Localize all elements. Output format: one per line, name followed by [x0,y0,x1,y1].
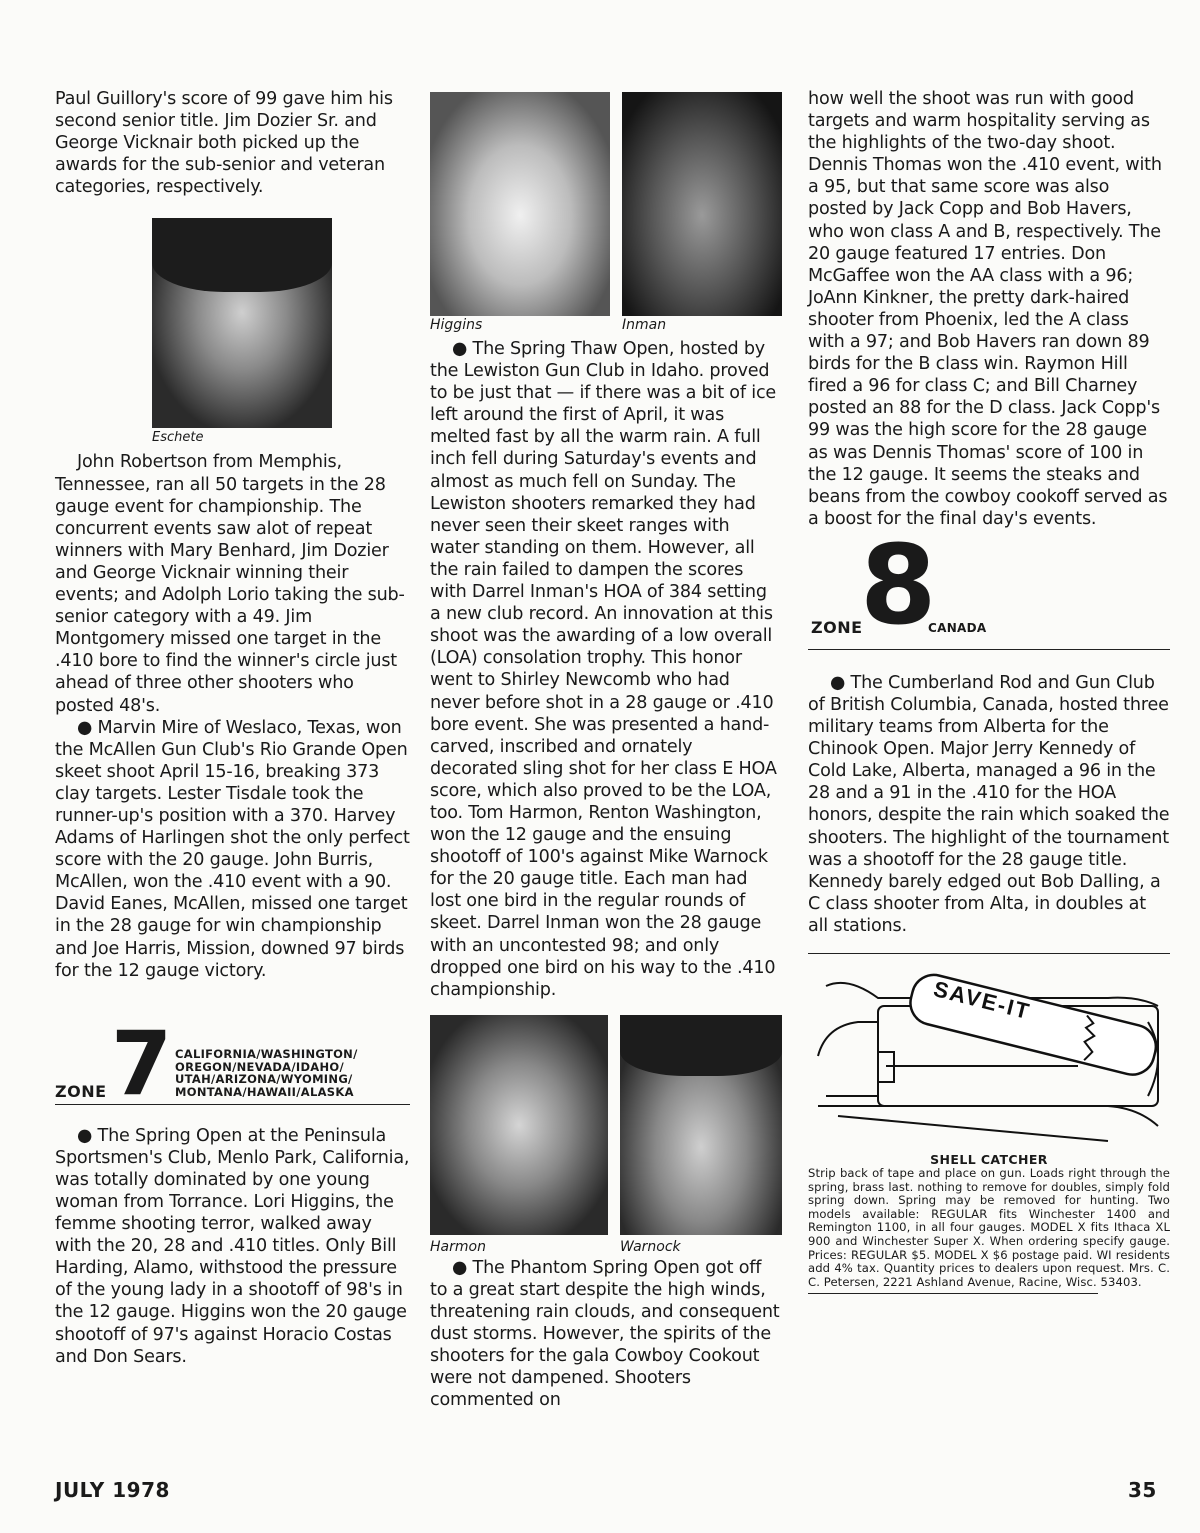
save-it-label: SAVE-IT [931,976,1034,1025]
paragraph: John Robertson from Memphis, Tennessee, ran all 50 targets in the 28 gauge event for championship. The concurrent events saw alot of repeat winners with Mary Benhard, Jim Dozier and George Vicknair winning their events; and Adolph Lorio taking the sub-senior category with a 49. Jim Montgomery missed one target in the .410 bore to find the winner's circle just ahead of three other shooters who posted 48's. [55,452,405,716]
paragraph: Paul Guillory's score of 99 gave him his second senior title. Jim Dozier Sr. and George Vicknair both picked up the awards for the sub-senior and veteran categories, respectively. [55,89,393,198]
zone-states: CALIFORNIA/WASHINGTON/ OREGON/NEVADA/IDAHO/ UTAH/ARIZONA/WYOMING/ MONTANA/HAWAII/ALASKA [175,1046,358,1100]
photo-caption: Warnock [620,1238,681,1255]
shell-catcher-illustration [808,966,1170,1146]
paragraph: ● The Spring Thaw Open, hosted by the Lewiston Gun Club in Idaho. proved to be just that — if there was a bit of ice left around the first of April, it was melted fast by all the warm rain. A full inch fell during Saturday's events and almost as much fell on Sunday. The Lewiston shooters remarked they had never seen their skeet ranges with water standing on them. However, all the rain failed to dampen the scores with Darrel Inman's HOA of 384 setting a new club record. An innovation at this shoot was the awarding of a low overall (LOA) consolation trophy. This honor went to Shirley Newcomb who had never before shot in a 28 gauge or .410 bore event. She was presented a hand-carved, inscribed and ornately decorated sling shot for her class E HOA score, which also proved to be the LOA, too. Tom Harmon, Renton Washington, won the 12 gauge and the ensuing shootoff of 100's against Mike Warnock for the 20 gauge title. Each man had lost one bird in the regular rounds of skeet. Darrel Inman won the 28 gauge with an uncontested 98; and only dropped one bird on his way to the .410 championship. [430,339,777,1000]
photo-warnock [620,1015,782,1235]
divider [808,953,1170,954]
photo-inman [622,92,782,316]
photo-eschete [152,218,332,428]
paragraph: how well the shoot was run with good targets and warm hospitality serving as the highlights of the two-day shoot. Dennis Thomas won the .410 event, with a 95, but that same score was also posted by Jack Copp and Bob Havers, who won class A and B, respectively. The 20 gauge featured 17 entries. Don McGaffee won the AA class with a 96; JoAnn Kinkner, the pretty dark-haired shooter from Phoenix, led the A class with a 97; and Bob Havers ran down 89 birds for the B class win. Raymon Hill fired a 96 for class C; and Bill Charney posted an 88 for the D class. Jack Copp's 99 was the high score for the 28 gauge as was Dennis Thomas' score of 100 in the 12 gauge. It seems the steaks and beans from the cowboy cookoff served as a boost for the final day's events. [808,89,1168,529]
column-2 [430,88,782,1411]
photo-caption: Higgins [430,317,483,333]
paragraph: ● The Phantom Spring Open got off to a great start despite the high winds, threatening rain clouds, and consequent dust storms. However, the spirits of the shooters for the gala Cowboy Cookout were not dampened. Shooters commented on [430,1257,780,1411]
column-3 [808,88,1170,1294]
photo-row-top [430,88,782,338]
photo-caption: Harmon [430,1238,486,1255]
photo-caption: Inman [622,317,667,333]
zone-number: 8 [860,520,937,649]
divider [808,1293,1098,1294]
photo-row-bottom [430,1015,782,1257]
footer-issue-date: JULY 1978 [55,1478,170,1502]
zone-label: ZONE [811,617,863,637]
column-1 [55,88,410,1368]
page-number: 35 [1128,1478,1157,1502]
zone-7-header [55,1011,410,1115]
photo-higgins [430,92,610,316]
zone-region: CANADA [928,620,987,635]
paragraph: ● The Cumberland Rod and Gun Club of British Columbia, Canada, hosted three military teams from Alberta for the Chinook Open. Major Jerry Kennedy of Cold Lake, Alberta, managed a 96 in the 28 and a 91 in the .410 for the HOA honors, despite the rain which soaked the shooters. The highlight of the tournament was a shootoff for the 28 gauge title. Kennedy barely edged out Bob Dalling, a C class shooter from Alta, in doubles at all stations. [808,672,1170,936]
paragraph: ● The Spring Open at the Peninsula Sportsmen's Club, Menlo Park, California, was totally dominated by one young woman from Torrance. Lori Higgins, the femme shooting terror, walked away with the 20, 28 and .410 titles. Only Bill Harding, Alamo, withstood the pressure of the young lady in a shootoff of 98's in the 12 gauge. Higgins won the 20 gauge shootoff of 97's against Horacio Costas and Don Sears. [55,1125,410,1367]
zone-number: 7 [111,1011,173,1115]
ad-text: Strip back of tape and place on gun. Loads right through the spring, brass last. nothing to remove for doubles, simply fold spring down. Spring may be removed for hunting. Two models available: REGULAR fits Winchester 1400 and Remington 1100, in all four gauges. MODEL X fits Ithaca XL 900 and Winchester Super X. When ordering specify gauge. Prices: REGULAR $5. MODEL X $6 postage paid. WI residents add 4% tax. Quantity prices to dealers upon request. Mrs. C. C. Petersen, 2221 Ashland Avenue, Racine, Wisc. 53403. [808,1166,1170,1289]
paragraph: ● Marvin Mire of Weslaco, Texas, won the McAllen Gun Club's Rio Grande Open skeet shoot April 15-16, breaking 373 clay targets. Lester Tisdale took the runner-up's position with a 370. Harvey Adams of Harlingen shot the only perfect score with the 20 gauge. John Burris, McAllen, won the .410 event with a 90. David Eanes, McAllen, missed one target in the 28 gauge for win championship and Joe Harris, Mission, downed 97 birds for the 12 gauge victory. [55,717,410,981]
zone-8-header [808,520,1170,650]
shell-catcher-ad [808,966,1170,1294]
photo-block [152,218,332,445]
photo-harmon [430,1015,608,1235]
photo-caption: Eschete [152,430,204,446]
ad-title: SHELL CATCHER [930,1152,1048,1167]
zone-label: ZONE [55,1081,107,1101]
